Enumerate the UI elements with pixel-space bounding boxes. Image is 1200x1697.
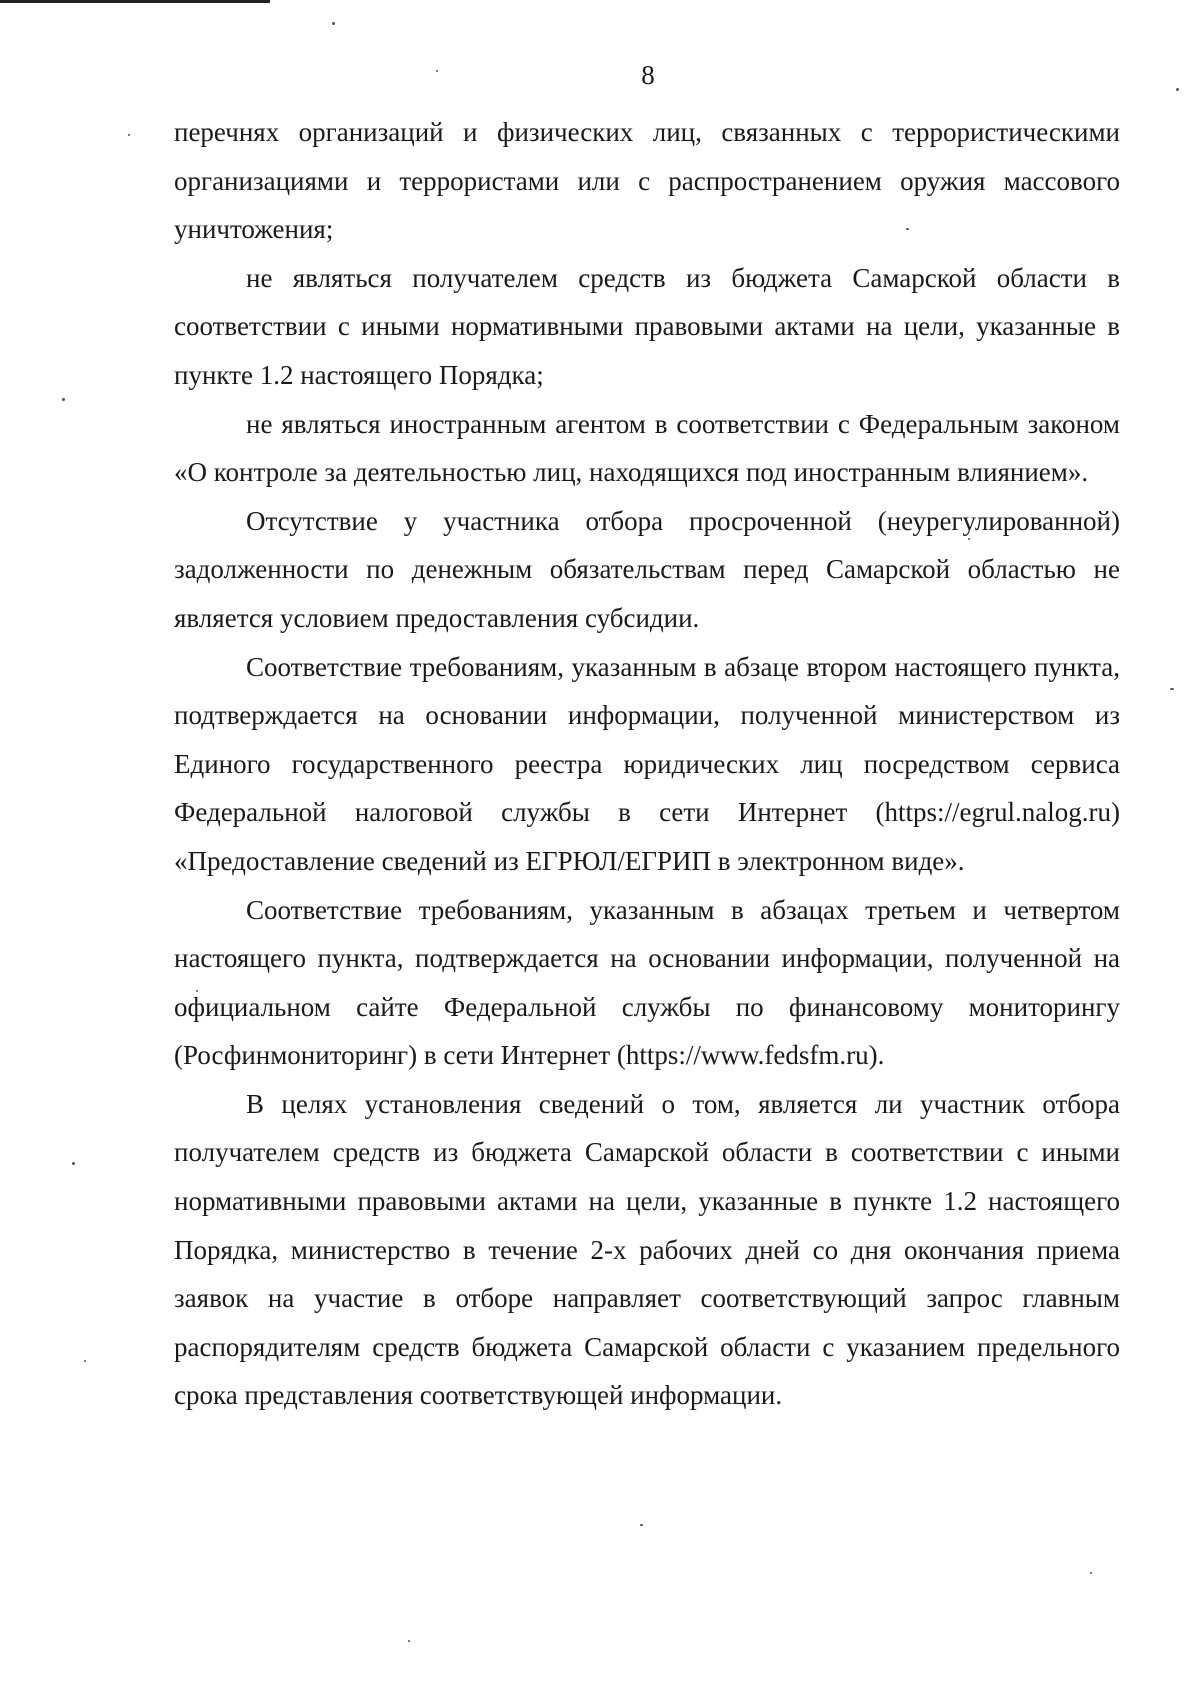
scan-speck bbox=[1090, 1572, 1092, 1574]
scan-speck bbox=[408, 1640, 410, 1642]
scan-speck bbox=[72, 1162, 75, 1165]
document-body bbox=[174, 108, 1120, 1420]
scan-border-mark bbox=[0, 0, 270, 3]
scan-speck bbox=[332, 22, 335, 25]
scan-speck bbox=[1176, 88, 1179, 91]
scan-speck bbox=[1170, 688, 1174, 690]
scan-speck bbox=[84, 1360, 86, 1362]
paragraph-continuation: перечнях организаций и физических лиц, связанных с террористическими организациями и террористами или с распространением оружия массового уничтожения; bbox=[174, 117, 1120, 245]
scan-speck bbox=[906, 228, 909, 230]
scan-speck bbox=[640, 1524, 643, 1526]
paragraph-egrul-verification: Соответствие требованиям, указанным в абзаце втором настоящего пункта, подтверждается на основании информации, полученной министерством из Единого государственного реестра юридических лиц посредством сервиса Федеральной налоговой службы в сети Интернет (https://egrul.nalog.ru) «Предоставление сведений из ЕГРЮЛ/ЕГРИП в электронном виде». bbox=[174, 651, 1120, 876]
paragraph-budget-recipient: не являться получателем средств из бюджета Самарской области в соответствии с иными нормативными правовыми актами на цели, указанные в пункте 1.2 настоящего Порядка; bbox=[174, 262, 1120, 390]
paragraph-fedsfm-verification: Соответствие требованиям, указанным в абзацах третьем и четвертом настоящего пункта, подтверждается на основании информации, полученной на официальном сайте Федеральной службы по финансовому мониторингу (Росфинмониторинг) в сети Интернет (https://www.fedsfm.ru). bbox=[174, 894, 1120, 1071]
paragraph-ministry-request: В целях установления сведений о том, является ли участник отбора получателем средств из бюджета Самарской области в соответствии с иными нормативными правовыми актами на цели, указанные в пункте 1.2 настоящего Порядка, министерство в течение 2-х рабочих дней со дня окончания приема заявок на участие в отборе направляет соответствующий запрос главным распорядителям средств бюджета Самарской области с указанием предельного срока представления соответствующей информации. bbox=[174, 1088, 1120, 1411]
page-number: 8 bbox=[641, 60, 655, 90]
scan-speck bbox=[968, 538, 970, 540]
paragraph-foreign-agent: не являться иностранным агентом в соответствии с Федеральным законом «О контроле за деятельностью лиц, находящихся под иностранным влиянием». bbox=[174, 408, 1120, 488]
scan-speck bbox=[196, 990, 198, 992]
scan-speck bbox=[128, 134, 130, 136]
paragraph-debt: Отсутствие у участника отбора просроченной (неурегулированной) задолженности по денежным обязательствам перед Самарской областью не является условием предоставления субсидии. bbox=[174, 505, 1120, 633]
scan-speck bbox=[436, 70, 438, 72]
scan-speck bbox=[62, 398, 65, 401]
